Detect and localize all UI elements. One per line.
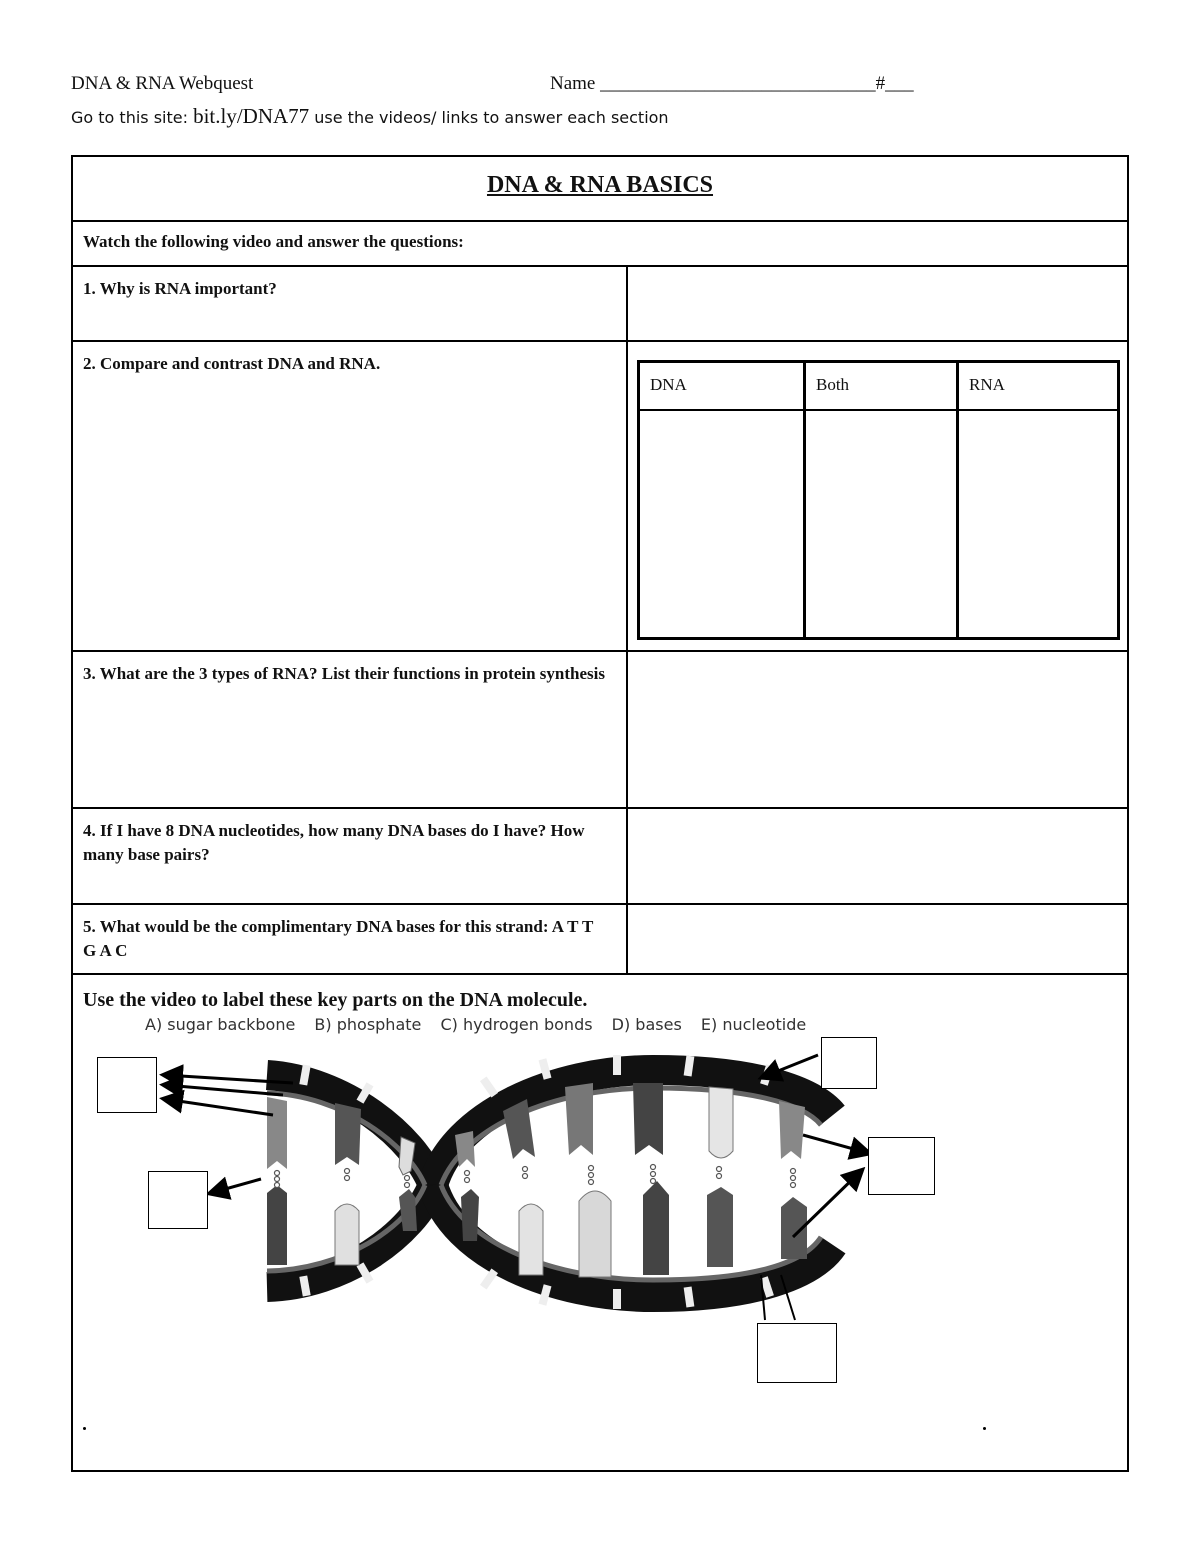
question-row-3 (73, 652, 1127, 809)
hydrogen-bond-dots (275, 1165, 796, 1188)
answer-field-5[interactable] (630, 905, 1127, 973)
section-instruction: Watch the following video and answer the questions: (83, 232, 464, 251)
worksheet-table (71, 155, 1129, 1472)
worksheet-title: DNA & RNA Webquest (71, 73, 254, 94)
section-title-row (73, 157, 1127, 222)
answer-field-1[interactable] (630, 267, 1127, 340)
lower-bases (267, 1181, 807, 1277)
dna-molecule-diagram (73, 975, 1127, 1470)
legend-hydrogen-bonds: C) hydrogen bonds (440, 1015, 593, 1034)
stray-mark (83, 1427, 86, 1430)
compare-header-rna: RNA (969, 375, 1005, 394)
answer-field-2 (630, 342, 1127, 650)
compare-col-both[interactable] (806, 363, 959, 637)
answer-field-4[interactable] (630, 809, 1127, 903)
legend-sugar-backbone: A) sugar backbone (145, 1015, 296, 1034)
legend-bases: D) bases (611, 1015, 682, 1034)
compare-table (637, 360, 1120, 640)
section-title: DNA & RNA BASICS (486, 172, 714, 198)
label-box-5[interactable] (757, 1323, 837, 1383)
diagram-section (73, 975, 1127, 1470)
answer-field-3[interactable] (630, 652, 1127, 807)
site-url-link[interactable]: bit.ly/DNA77 (193, 104, 310, 128)
question-row-1 (73, 267, 1127, 342)
question-4: 4. If I have 8 DNA nucleotides, how many DNA bases do I have? How many base pairs? (73, 809, 628, 903)
question-row-4 (73, 809, 1127, 905)
question-row-5 (73, 905, 1127, 975)
label-box-2[interactable] (148, 1171, 208, 1229)
name-line: Name _____________________________#___ (550, 73, 914, 94)
diagram-title: Use the video to label these key parts on the DNA molecule. (83, 989, 588, 1011)
compare-col-dna[interactable] (640, 363, 806, 637)
instruction-row (73, 222, 1127, 267)
compare-col-rna[interactable] (959, 363, 1117, 637)
label-box-1[interactable] (97, 1057, 157, 1113)
label-box-4[interactable] (868, 1137, 935, 1195)
label-box-3[interactable] (821, 1037, 877, 1089)
site-prefix: Go to this site: (71, 108, 194, 127)
site-suffix: use the videos/ links to answer each section (309, 108, 669, 127)
question-3: 3. What are the 3 types of RNA? List their functions in protein synthesis (73, 652, 628, 807)
legend-nucleotide: E) nucleotide (700, 1015, 807, 1034)
legend-phosphate: B) phosphate (314, 1015, 422, 1034)
compare-header-both: Both (816, 375, 850, 394)
compare-header-dna: DNA (650, 375, 687, 394)
question-5: 5. What would be the complimentary DNA bases for this strand: A T T G A C (73, 905, 628, 973)
question-row-2 (73, 342, 1127, 652)
stray-mark (983, 1427, 986, 1430)
site-instruction (71, 104, 669, 129)
question-2: 2. Compare and contrast DNA and RNA. (73, 342, 628, 650)
question-1: 1. Why is RNA important? (73, 267, 628, 340)
